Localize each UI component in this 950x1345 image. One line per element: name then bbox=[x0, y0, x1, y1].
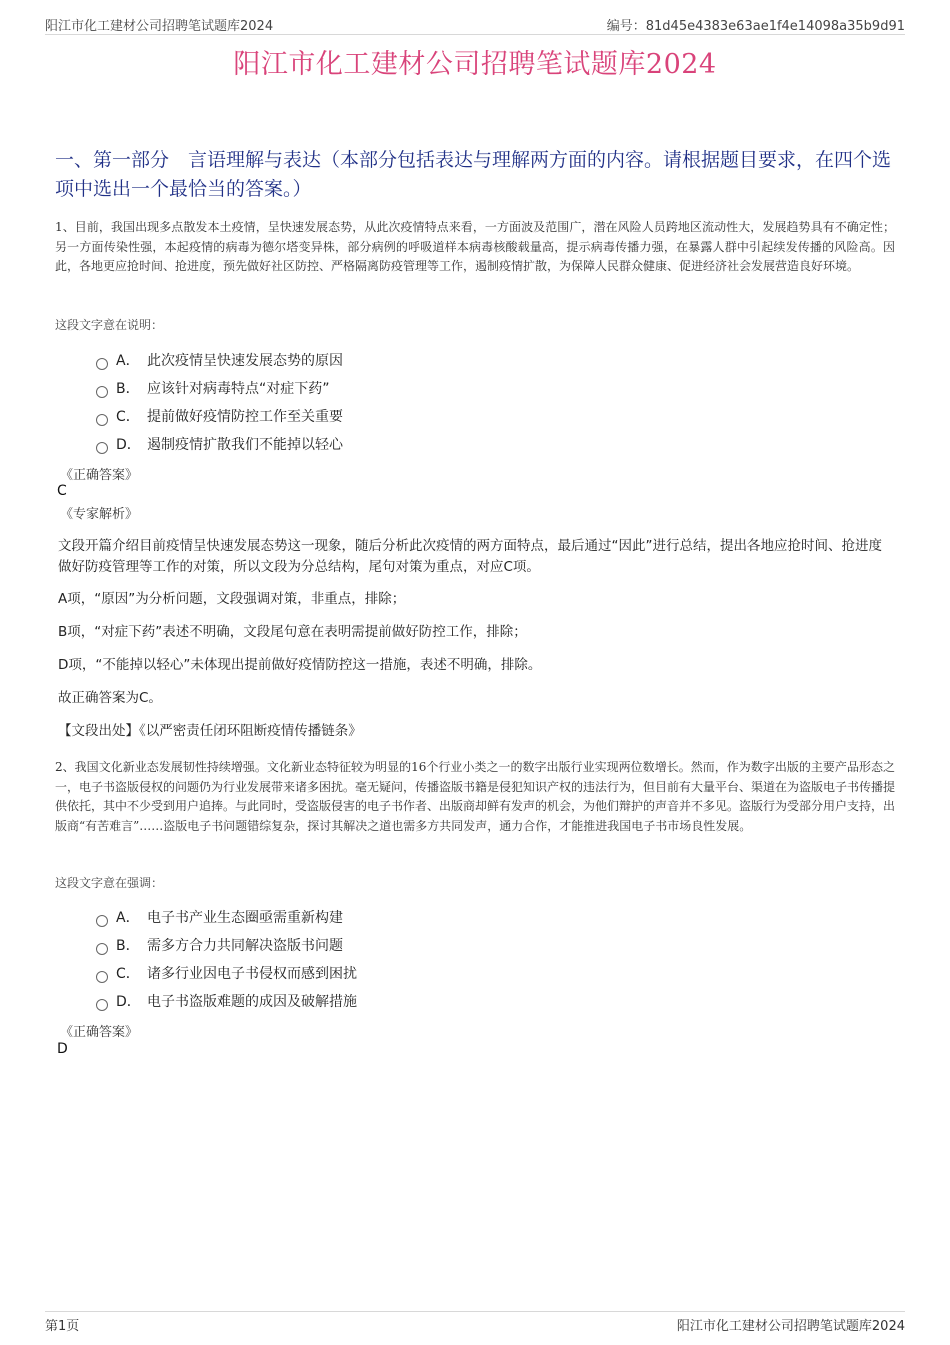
question-1-text: 1、目前，我国出现多点散发本土疫情，呈快速发展态势，从此次疫情特点来看，一方面波及范围广，潜在风险人员跨地区流动性大，发展趋势具有不确定性；另一方面传染性强，本起疫情的病毒为德尔塔变异株，部分病例的呼吸道样本病毒核酸载量高，提示病毒传播力强，在暴露人群中引起续发传播的风险高。因此，各地更应抢时间、抢进度，预先做好社区防控、严格隔离防疫管理等工作，遏制疫情扩散，为保障人民群众健康、促进经济社会发展营造良好环境。 bbox=[55, 220, 895, 273]
question-1-analysis-label: 《专家解析》 bbox=[60, 507, 139, 522]
question-1-option-d[interactable]: D． 遏制疫情扩散我们不能掉以轻心 bbox=[96, 434, 343, 456]
question-2-answer-label: 《正确答案》 bbox=[60, 1025, 139, 1040]
radio-icon[interactable] bbox=[96, 442, 108, 454]
header-doc-id: 编号：81d45e4383e63ae1f4e14098a35b9d91 bbox=[606, 19, 905, 34]
radio-icon[interactable] bbox=[96, 358, 108, 370]
question-1-prompt: 这段文字意在说明： bbox=[55, 318, 164, 332]
analysis-paragraph: 故正确答案为C。 bbox=[58, 690, 162, 706]
analysis-paragraph: D项，“不能掉以轻心”未体现出提前做好疫情防控这一措施，表述不明确，排除。 bbox=[58, 657, 542, 673]
radio-icon[interactable] bbox=[96, 915, 108, 927]
question-1-option-b[interactable]: B． 应该针对病毒特点“对症下药” bbox=[96, 378, 330, 400]
question-2-option-a[interactable]: A． 电子书产业生态圈亟需重新构建 bbox=[96, 907, 343, 929]
question-2-answer: D bbox=[57, 1041, 68, 1057]
source-citation: 【文段出处】《以严密责任闭环阻断疫情传播链条》 bbox=[58, 723, 362, 739]
page-header bbox=[45, 14, 905, 35]
question-1-option-a[interactable]: A． 此次疫情呈快速发展态势的原因 bbox=[96, 350, 343, 372]
question-2-option-b[interactable]: B． 需多方合力共同解决盗版书问题 bbox=[96, 935, 343, 957]
document-title: 阳江市化工建材公司招聘笔试题库2024 bbox=[233, 49, 717, 80]
analysis-paragraph: 文段开篇介绍目前疫情呈快速发展态势这一现象，随后分析此次疫情的两方面特点，最后通过“因此”进行总结，提出各地应抢时间、抢进度做好防疫管理等工作的对策，所以文段为分总结构，尾句对策为重点，对应C项。 bbox=[58, 538, 882, 575]
page-footer bbox=[45, 1311, 905, 1332]
radio-icon[interactable] bbox=[96, 386, 108, 398]
question-2-prompt: 这段文字意在强调： bbox=[55, 876, 164, 890]
question-1-answer: C bbox=[57, 483, 67, 499]
question-1-answer-label: 《正确答案》 bbox=[60, 468, 139, 483]
radio-icon[interactable] bbox=[96, 943, 108, 955]
analysis-paragraph: A项，“原因”为分析问题，文段强调对策，非重点，排除； bbox=[58, 591, 406, 607]
section-heading: 一、第一部分 言语理解与表达（本部分包括表达与理解两方面的内容。请根据题目要求，在四个选项中选出一个最恰当的答案。） bbox=[55, 149, 892, 200]
header-doc-name: 阳江市化工建材公司招聘笔试题库2024 bbox=[45, 19, 274, 34]
radio-icon[interactable] bbox=[96, 414, 108, 426]
question-1-option-c[interactable]: C． 提前做好疫情防控工作至关重要 bbox=[96, 406, 343, 428]
radio-icon[interactable] bbox=[96, 999, 108, 1011]
footer-doc-name: 阳江市化工建材公司招聘笔试题库2024 bbox=[676, 1319, 905, 1334]
page-number: 第1页 bbox=[45, 1319, 80, 1334]
question-2-option-c[interactable]: C． 诸多行业因电子书侵权而感到困扰 bbox=[96, 963, 357, 985]
analysis-paragraph: B项，“对症下药”表述不明确，文段尾句意在表明需提前做好防控工作，排除； bbox=[58, 624, 527, 640]
question-2-text: 2、我国文化新业态发展韧性持续增强。文化新业态特征较为明显的16个行业小类之一的数字出版行业实现两位数增长。然而，作为数字出版的主要产品形态之一，电子书盗版侵权的问题仍为行业发展带来诸多困扰。毫无疑问，传播盗版书籍是侵犯知识产权的违法行为，但目前有大量平台、渠道在为盗版电子书传播提供依托，其中不少受到用户追捧。与此同时，受盗版侵害的电子书作者、出版商却鲜有发声的机会，为他们辩护的声音并不多见。盗版行为受部分用户支持，出版商“有苦难言”……盗版电子书问题错综复杂，探讨其解决之道也需多方共同发声，通力合作，才能推进我国电子书市场良性发展。 bbox=[55, 760, 896, 833]
radio-icon[interactable] bbox=[96, 971, 108, 983]
question-2-option-d[interactable]: D． 电子书盗版难题的成因及破解措施 bbox=[96, 991, 357, 1013]
